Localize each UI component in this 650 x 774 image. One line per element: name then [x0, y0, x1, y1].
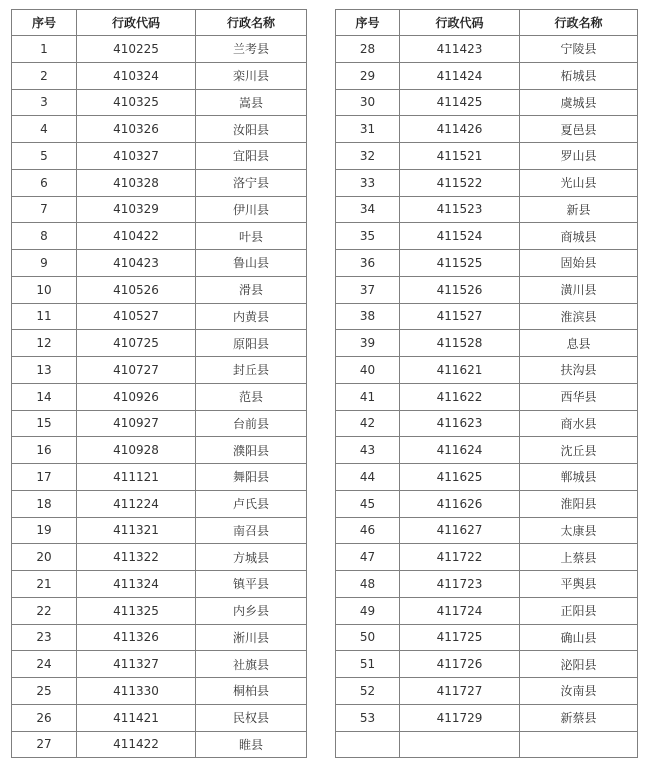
cell-code: 411321 — [77, 517, 196, 544]
cell-code: 411725 — [400, 624, 520, 651]
cell-seq: 31 — [336, 116, 400, 143]
header-code: 行政代码 — [77, 10, 196, 36]
header-code: 行政代码 — [400, 10, 520, 36]
cell-name: 宜阳县 — [196, 143, 307, 170]
cell-code: 410326 — [77, 116, 196, 143]
cell-name: 平舆县 — [520, 571, 638, 598]
cell-seq: 26 — [12, 704, 77, 731]
cell-code: 411624 — [400, 437, 520, 464]
table-row — [336, 303, 638, 330]
table-row — [12, 651, 307, 678]
table-row — [12, 196, 307, 223]
table-row — [336, 678, 638, 705]
table-row — [12, 303, 307, 330]
table-row — [336, 116, 638, 143]
table-row — [12, 36, 307, 63]
table-row — [336, 357, 638, 384]
cell-name: 扶沟县 — [520, 357, 638, 384]
cell-name: 商城县 — [520, 223, 638, 250]
cell-code: 411626 — [400, 490, 520, 517]
header-seq: 序号 — [336, 10, 400, 36]
table-row — [12, 437, 307, 464]
cell-code: 411326 — [77, 624, 196, 651]
cell-code: 411426 — [400, 116, 520, 143]
cell-name: 正阳县 — [520, 597, 638, 624]
cell-seq: 51 — [336, 651, 400, 678]
cell-name: 淮阳县 — [520, 490, 638, 517]
cell-seq: 38 — [336, 303, 400, 330]
cell-seq: 39 — [336, 330, 400, 357]
table-row — [336, 143, 638, 170]
table-row — [12, 223, 307, 250]
cell-seq: 7 — [12, 196, 77, 223]
cell-seq: 52 — [336, 678, 400, 705]
cell-seq: 15 — [12, 410, 77, 437]
table-row — [12, 169, 307, 196]
cell-name: 伊川县 — [196, 196, 307, 223]
cell-code: 411524 — [400, 223, 520, 250]
cell-seq: 46 — [336, 517, 400, 544]
cell-seq: 24 — [12, 651, 77, 678]
table-row — [12, 143, 307, 170]
cell-code: 411622 — [400, 383, 520, 410]
cell-code: 410325 — [77, 89, 196, 116]
cell-name: 睢县 — [196, 731, 307, 758]
cell-seq: 47 — [336, 544, 400, 571]
cell-code: 411322 — [77, 544, 196, 571]
cell-seq: 42 — [336, 410, 400, 437]
cell-name: 确山县 — [520, 624, 638, 651]
table-row — [336, 437, 638, 464]
table-row — [336, 544, 638, 571]
cell-code: 411726 — [400, 651, 520, 678]
table-row — [12, 410, 307, 437]
cell-seq: 29 — [336, 62, 400, 89]
table-row — [12, 678, 307, 705]
table-row — [336, 704, 638, 731]
cell-seq: 35 — [336, 223, 400, 250]
cell-name: 封丘县 — [196, 357, 307, 384]
cell-code: 410327 — [77, 143, 196, 170]
cell-seq: 2 — [12, 62, 77, 89]
cell-name: 汝阳县 — [196, 116, 307, 143]
cell-seq — [336, 731, 400, 758]
cell-code: 411325 — [77, 597, 196, 624]
cell-seq: 49 — [336, 597, 400, 624]
cell-code: 411423 — [400, 36, 520, 63]
table-row — [336, 276, 638, 303]
cell-seq: 6 — [12, 169, 77, 196]
cell-name: 罗山县 — [520, 143, 638, 170]
cell-code: 411324 — [77, 571, 196, 598]
cell-seq: 8 — [12, 223, 77, 250]
cell-name: 泌阳县 — [520, 651, 638, 678]
cell-name: 沈丘县 — [520, 437, 638, 464]
cell-seq: 40 — [336, 357, 400, 384]
table-row — [336, 517, 638, 544]
cell-seq: 36 — [336, 250, 400, 277]
cell-code: 411327 — [77, 651, 196, 678]
cell-code: 410324 — [77, 62, 196, 89]
cell-seq: 10 — [12, 276, 77, 303]
cell-name: 商水县 — [520, 410, 638, 437]
cell-name: 郸城县 — [520, 464, 638, 491]
cell-code — [400, 731, 520, 758]
cell-code: 410422 — [77, 223, 196, 250]
cell-name: 舞阳县 — [196, 464, 307, 491]
cell-code: 410926 — [77, 383, 196, 410]
cell-name: 原阳县 — [196, 330, 307, 357]
cell-code: 411625 — [400, 464, 520, 491]
cell-name: 社旗县 — [196, 651, 307, 678]
cell-name: 范县 — [196, 383, 307, 410]
cell-seq: 22 — [12, 597, 77, 624]
table-row — [12, 89, 307, 116]
table-row — [336, 89, 638, 116]
cell-seq: 25 — [12, 678, 77, 705]
table-row — [12, 731, 307, 758]
table-row — [336, 169, 638, 196]
cell-seq: 32 — [336, 143, 400, 170]
cell-code: 411424 — [400, 62, 520, 89]
cell-seq: 28 — [336, 36, 400, 63]
cell-seq: 1 — [12, 36, 77, 63]
header-seq: 序号 — [12, 10, 77, 36]
cell-name: 鲁山县 — [196, 250, 307, 277]
cell-seq: 48 — [336, 571, 400, 598]
table-row — [12, 704, 307, 731]
cell-code: 411422 — [77, 731, 196, 758]
cell-name: 固始县 — [520, 250, 638, 277]
cell-seq: 19 — [12, 517, 77, 544]
cell-seq: 53 — [336, 704, 400, 731]
cell-code: 411425 — [400, 89, 520, 116]
table-row — [12, 62, 307, 89]
cell-name: 兰考县 — [196, 36, 307, 63]
table-row — [336, 490, 638, 517]
cell-name: 柘城县 — [520, 62, 638, 89]
table-row — [336, 651, 638, 678]
table-row — [336, 62, 638, 89]
cell-seq: 13 — [12, 357, 77, 384]
cell-name: 息县 — [520, 330, 638, 357]
table-row — [336, 223, 638, 250]
cell-code: 411729 — [400, 704, 520, 731]
cell-name: 汝南县 — [520, 678, 638, 705]
cell-name: 淮滨县 — [520, 303, 638, 330]
table-row — [336, 464, 638, 491]
cell-code: 410423 — [77, 250, 196, 277]
cell-seq: 12 — [12, 330, 77, 357]
cell-seq: 21 — [12, 571, 77, 598]
cell-seq: 9 — [12, 250, 77, 277]
cell-code: 410526 — [77, 276, 196, 303]
cell-code: 410725 — [77, 330, 196, 357]
header-name: 行政名称 — [520, 10, 638, 36]
county-table-right — [335, 9, 638, 758]
cell-name: 叶县 — [196, 223, 307, 250]
table-row — [12, 490, 307, 517]
cell-seq: 16 — [12, 437, 77, 464]
table-row — [336, 410, 638, 437]
cell-name: 濮阳县 — [196, 437, 307, 464]
cell-code: 410928 — [77, 437, 196, 464]
cell-name — [520, 731, 638, 758]
cell-code: 410527 — [77, 303, 196, 330]
cell-code: 411627 — [400, 517, 520, 544]
table-row — [12, 330, 307, 357]
cell-name: 民权县 — [196, 704, 307, 731]
cell-code: 411523 — [400, 196, 520, 223]
cell-code: 411723 — [400, 571, 520, 598]
cell-seq: 41 — [336, 383, 400, 410]
cell-name: 夏邑县 — [520, 116, 638, 143]
cell-name: 镇平县 — [196, 571, 307, 598]
cell-code: 411330 — [77, 678, 196, 705]
cell-code: 411621 — [400, 357, 520, 384]
table-row — [12, 357, 307, 384]
table-row — [336, 624, 638, 651]
cell-name: 新蔡县 — [520, 704, 638, 731]
cell-name: 台前县 — [196, 410, 307, 437]
cell-name: 淅川县 — [196, 624, 307, 651]
cell-name: 桐柏县 — [196, 678, 307, 705]
cell-name: 方城县 — [196, 544, 307, 571]
table-row — [12, 250, 307, 277]
table-row — [336, 330, 638, 357]
cell-name: 太康县 — [520, 517, 638, 544]
table-row — [12, 544, 307, 571]
cell-seq: 27 — [12, 731, 77, 758]
cell-code: 411724 — [400, 597, 520, 624]
cell-seq: 20 — [12, 544, 77, 571]
table-row — [336, 383, 638, 410]
cell-seq: 18 — [12, 490, 77, 517]
cell-seq: 50 — [336, 624, 400, 651]
cell-seq: 45 — [336, 490, 400, 517]
table-row-empty — [336, 731, 638, 758]
cell-name: 潢川县 — [520, 276, 638, 303]
cell-name: 卢氏县 — [196, 490, 307, 517]
table-row — [12, 624, 307, 651]
cell-name: 嵩县 — [196, 89, 307, 116]
cell-seq: 14 — [12, 383, 77, 410]
table-row — [336, 571, 638, 598]
cell-seq: 5 — [12, 143, 77, 170]
county-table-left — [11, 9, 307, 758]
cell-code: 411121 — [77, 464, 196, 491]
cell-name: 上蔡县 — [520, 544, 638, 571]
cell-seq: 4 — [12, 116, 77, 143]
table-row — [12, 276, 307, 303]
cell-seq: 37 — [336, 276, 400, 303]
cell-name: 新县 — [520, 196, 638, 223]
cell-code: 411727 — [400, 678, 520, 705]
cell-code: 411521 — [400, 143, 520, 170]
table-row — [12, 571, 307, 598]
cell-seq: 33 — [336, 169, 400, 196]
cell-name: 宁陵县 — [520, 36, 638, 63]
cell-seq: 44 — [336, 464, 400, 491]
cell-code: 410225 — [77, 36, 196, 63]
cell-name: 南召县 — [196, 517, 307, 544]
cell-code: 411525 — [400, 250, 520, 277]
cell-code: 410727 — [77, 357, 196, 384]
cell-name: 洛宁县 — [196, 169, 307, 196]
cell-name: 内黄县 — [196, 303, 307, 330]
cell-seq: 30 — [336, 89, 400, 116]
table-row — [12, 116, 307, 143]
cell-name: 虞城县 — [520, 89, 638, 116]
cell-code: 411528 — [400, 330, 520, 357]
header-name: 行政名称 — [196, 10, 307, 36]
cell-code: 411623 — [400, 410, 520, 437]
cell-code: 411224 — [77, 490, 196, 517]
cell-name: 栾川县 — [196, 62, 307, 89]
cell-name: 西华县 — [520, 383, 638, 410]
cell-code: 411527 — [400, 303, 520, 330]
cell-name: 光山县 — [520, 169, 638, 196]
cell-seq: 34 — [336, 196, 400, 223]
table-row — [12, 517, 307, 544]
table-row — [336, 36, 638, 63]
table-row — [12, 383, 307, 410]
cell-code: 411421 — [77, 704, 196, 731]
cell-seq: 11 — [12, 303, 77, 330]
cell-name: 内乡县 — [196, 597, 307, 624]
table-row — [336, 250, 638, 277]
cell-code: 410328 — [77, 169, 196, 196]
cell-seq: 17 — [12, 464, 77, 491]
cell-code: 411522 — [400, 169, 520, 196]
table-row — [336, 597, 638, 624]
table-row — [12, 597, 307, 624]
cell-seq: 3 — [12, 89, 77, 116]
cell-code: 410927 — [77, 410, 196, 437]
cell-name: 滑县 — [196, 276, 307, 303]
table-header-row — [12, 10, 307, 36]
cell-seq: 43 — [336, 437, 400, 464]
table-header-row — [336, 10, 638, 36]
table-row — [12, 464, 307, 491]
cell-code: 411722 — [400, 544, 520, 571]
cell-code: 410329 — [77, 196, 196, 223]
table-row — [336, 196, 638, 223]
cell-seq: 23 — [12, 624, 77, 651]
cell-code: 411526 — [400, 276, 520, 303]
